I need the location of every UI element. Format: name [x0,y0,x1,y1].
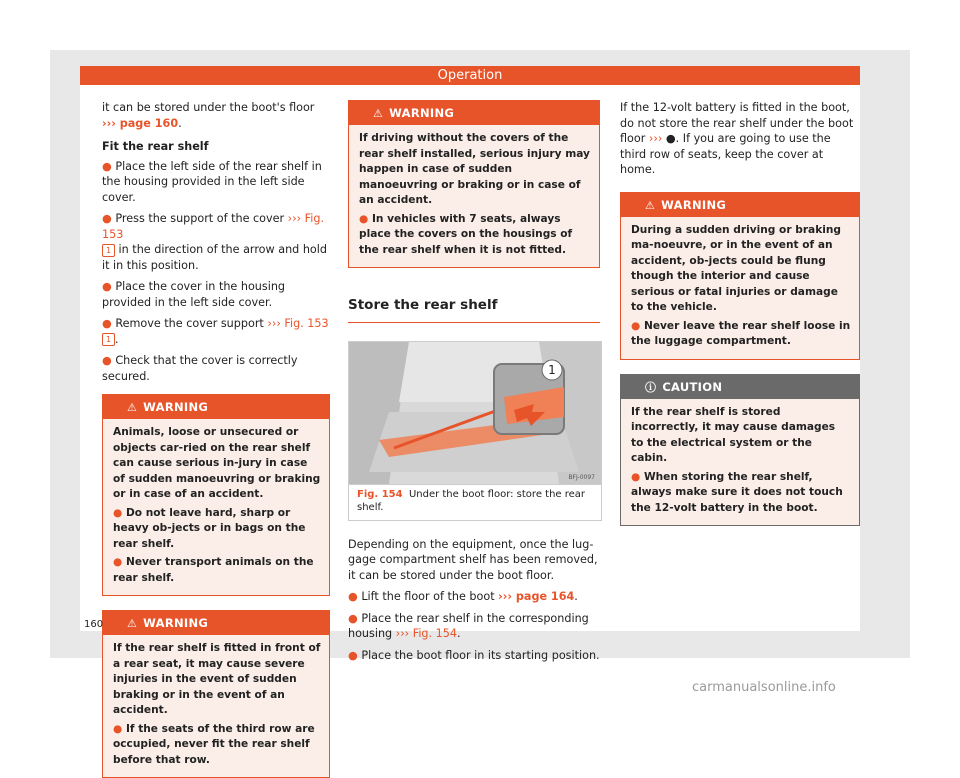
warning-header: ⚠ WARNING [103,611,329,635]
section-heading-store: Store the rear shelf [348,298,600,323]
warning-triangle-icon: ⚠ [127,401,138,414]
caution-box: ⓘ CAUTION If the rear shelf is stored incorrectly, it may cause damages to the electrical system or the cabin. ● When storing the rear shelf, always make sure it does not touch the 12-volt battery in the boot. [620,374,860,527]
warning-triangle-icon: ⚠ [373,107,384,120]
figure-code: BFJ-0097 [568,473,595,481]
page-link[interactable]: ››› page 164 [498,590,575,603]
figure-caption: Fig. 154 Under the boot floor: store the rear shelf. [348,485,602,521]
warning-triangle-icon: ⚠ [645,198,656,212]
subheading-fit: Fit the rear shelf [102,140,209,153]
list-item: ● Lift the floor of the boot ››› page 164. [348,590,578,603]
page-number: 160 [84,619,104,630]
list-item: ● Place the left side of the rear shelf in the housing provided in the left side cover. [102,159,322,204]
figure-link[interactable]: ››› Fig. 154 [395,627,457,640]
list-item: ● Place the rear shelf in the corresponding housing ››› Fig. 154. [348,611,589,640]
list-item: ● Check that the cover is correctly secured. [102,354,298,383]
paragraph-equipment: Depending on the equipment, once the lug-gage compartment shelf has been removed, it can be stored under the boot floor. [348,537,598,582]
column-3 [620,100,860,526]
figure-callout-1: 1 [548,362,556,377]
warning-header: ⚠ WARNING [103,395,329,419]
callout-number: 1 [102,333,115,346]
intro-paragraph: it can be stored under the boot's floor ››› page 160. [102,101,315,130]
paragraph-battery: If the 12-volt battery is fitted in the boot, do not store the rear shelf under the boot floor ››› ●. If you are going to use the third row of seats, keep the cover at home. [620,101,854,176]
column-2 [348,100,600,669]
list-item: ● Remove the cover support ››› Fig. 153 1 . [102,317,329,346]
watermark: carmanualsonline.info [692,680,836,695]
warning-box-animals: ⚠ WARNING Animals, loose or unsecured or objects car-ried on the rear shelf can cause serious in-jury in case of sudden manoeuvring or braking or in case of an accident. ● Do not leave hard, sharp or heavy ob-jects or in bags on the rear shelf. ● Never transport animals on the rear shelf. [102,394,330,596]
warning-triangle-icon: ⚠ [127,617,138,630]
warning-box-flung-objects: ⚠ WARNING During a sudden driving or braking ma-noeuvre, or in the event of an accident, ob-jects could be flung though the interior and cause serious or fatal injuries or damage to the vehicle. ● Never leave the rear shelf loose in the luggage compartment. [620,192,860,360]
page-link[interactable]: ››› page 160 [102,116,179,130]
warning-box-covers: ⚠ WARNING If driving without the covers of the rear shelf installed, serious injury may happen in case of sudden manoeuvring or braking or in case of an accident. ● In vehicles with 7 seats, always place the covers on the housings of the rear shelf when it is not fitted. [348,100,600,268]
warning-header: ⚠ WARNING [349,101,599,125]
warning-box-third-row: ⚠ WARNING If the rear shelf is fitted in front of a rear seat, it may cause severe injuries in the event of sudden braking or in the event of an accident. ● If the seats of the third row are occupied, never fit the rear shelf before that row. [102,610,330,778]
section-header: Operation [80,66,860,85]
callout-number: 1 [102,244,115,257]
figure-link[interactable]: ››› Fig. 153 [102,212,325,241]
list-item: ● Place the cover in the housing provided in the left side cover. [102,280,286,309]
info-circle-icon: ● [665,132,676,145]
warning-link[interactable]: ››› [648,132,663,145]
figure-link[interactable]: ››› Fig. 153 [267,317,329,330]
caution-circle-icon: ⓘ [645,380,657,394]
figure-boot-shelf [348,341,602,485]
caution-header: ⓘ CAUTION [621,375,859,399]
column-1 [102,100,330,778]
list-item: ● Place the boot floor in its starting position. [348,648,600,662]
warning-header: ⚠ WARNING [621,193,859,217]
list-item: ● Press the support of the cover ››› Fig. 153 1 in the direction of the arrow and hold it in this position. [102,212,327,272]
boot-illustration [349,342,601,484]
